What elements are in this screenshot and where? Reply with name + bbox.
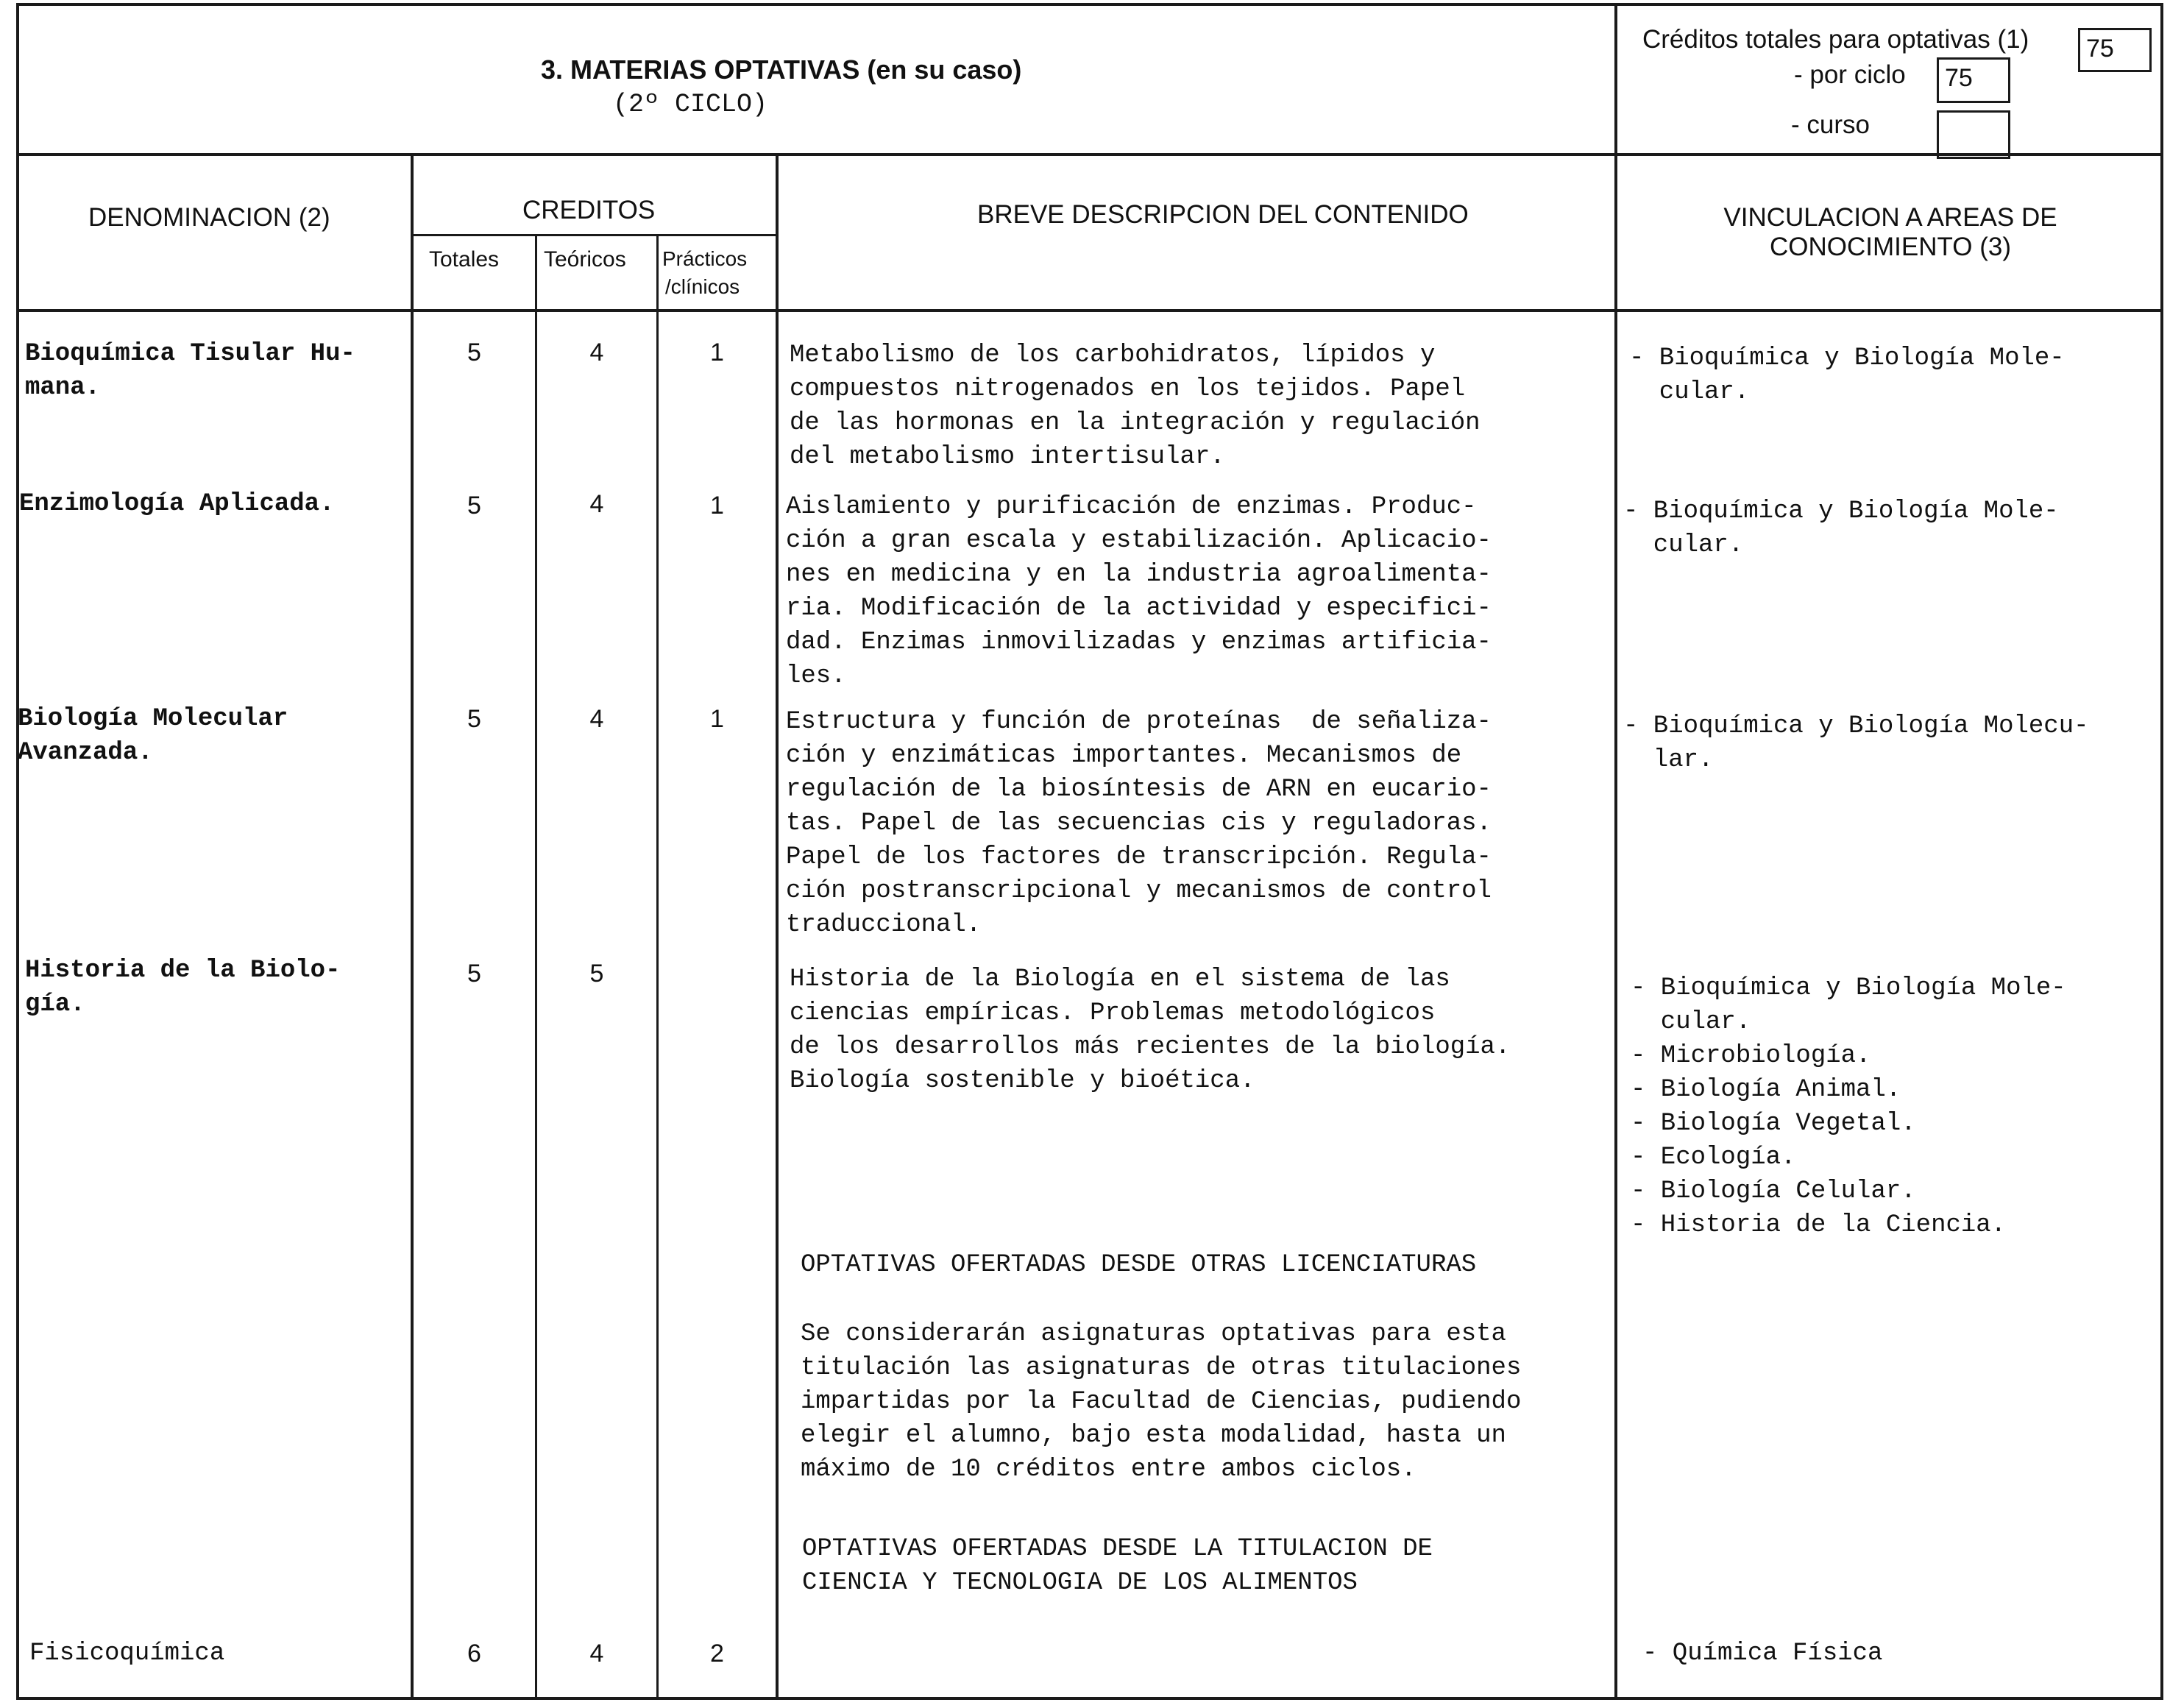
credits-teoricos: 4 [589,1640,604,1668]
credits-total-label: Créditos totales para optativas (1) [1642,25,2029,54]
col-divider-practicos [776,153,779,1700]
knowledge-areas: - Bioquímica y Biología Molecu- lar. [1623,712,2089,774]
col-header-denominacion: DENOMINACION (2) [88,203,330,232]
col-header-practicos-1: Prácticos [662,247,748,270]
subject-description: Metabolismo de los carbohidratos, lípidos y compuestos nitrogenados en los tejidos. Papel de las hormonas en la integración y regulación del metabolismo intertisular. [790,341,1481,471]
col-header-vinculacion-2: CONOCIMIENTO (3) [1770,233,2011,261]
credits-practicos: 1 [710,339,724,366]
other-degrees-heading: OPTATIVAS OFERTADAS DESDE OTRAS LICENCIATURAS [801,1251,1477,1279]
subject-name: Fisicoquímica [29,1640,225,1668]
subject-name: Bioquímica Tisular Hu- mana. [25,340,355,402]
subject-description: Aislamiento y purificación de enzimas. Produc- ción a gran escala y estabilización. Aplicacio- nes en medicina y en la industria agroalimenta- ria. Modificación de la actividad y especifici- dad. Enzimas inmovilizadas y enzimas artificia- les. [786,493,1492,690]
col-header-vinculacion-1: VINCULACION A AREAS DE [1723,203,2057,232]
col-divider-teoricos [656,234,659,1700]
credits-practicos: 1 [710,705,724,733]
col-divider-name [411,153,414,1700]
col-header-creditos: CREDITOS [522,196,656,224]
credits-totales: 6 [467,1640,481,1668]
credits-practicos: 2 [710,1640,724,1668]
creditos-subdivider [412,234,777,236]
header-divider [16,153,2163,156]
subject-name: Biología Molecular Avanzada. [18,705,288,767]
credits-totales: 5 [467,705,481,733]
credits-practicos: 1 [710,492,724,520]
per-cycle-field[interactable]: 75 [1937,57,2010,103]
subject-description: Estructura y función de proteínas de señaliza- ción y enzimáticas importantes. Mecanismos de regulación de la biosíntesis de ARN en eucario- tas. Papel de las secuencias cis y reguladoras. Papel de los factores de transcripción. Regula- ción postranscripcional y mecanismos de control traduccional. [786,708,1492,939]
credits-teoricos: 5 [589,960,604,988]
col-header-descripcion: BREVE DESCRIPCION DEL CONTENIDO [977,200,1469,229]
credits-total-field[interactable]: 75 [2078,28,2152,72]
credits-totales: 5 [467,339,481,366]
credits-teoricos: 4 [589,490,604,518]
section-title: 3. MATERIAS OPTATIVAS (en su caso) [541,54,1022,85]
credits-teoricos: 4 [589,705,604,733]
credits-totales: 5 [467,492,481,520]
course-label: - curso [1791,110,1870,139]
column-header-divider [16,309,2163,312]
col-header-practicos-2: /clínicos [665,275,740,298]
course-field[interactable] [1937,110,2010,159]
subject-name: Historia de la Biolo- gía. [25,957,341,1018]
credits-teoricos: 4 [589,339,604,366]
knowledge-areas: - Bioquímica y Biología Mole- cular. [1629,344,2065,406]
subject-description: Historia de la Biología en el sistema de las ciencias empíricas. Problemas metodológicos de los desarrollos más recientes de la biología. Biología sostenible y bioética. [790,965,1511,1095]
knowledge-areas: - Química Física [1642,1640,1883,1668]
other-degrees-text: Se considerarán asignaturas optativas para esta titulación las asignaturas de otras titulaciones impartidas por la Facultad de Ciencias, pudiendo elegir el alumno, bajo esta modalidad, hasta un máximo de 10 créditos entre ambos ciclos. [801,1320,1522,1484]
food-science-heading: OPTATIVAS OFERTADAS DESDE LA TITULACION DE CIENCIA Y TECNOLOGIA DE LOS ALIMENTOS [802,1535,1433,1597]
col-header-totales: Totales [429,247,500,272]
credits-totales: 5 [467,960,481,988]
section-subtitle: (2º CICLO) [613,90,768,119]
knowledge-areas: - Bioquímica y Biología Mole- cular. - Microbiología. - Biología Animal. - Biología Vegetal. - Ecología. - Biología Celular. - Historia de la Ciencia. [1631,974,2066,1239]
subject-name: Enzimología Aplicada. [19,490,335,518]
knowledge-areas: - Bioquímica y Biología Mole- cular. [1623,497,2059,559]
per-cycle-label: - por ciclo [1794,60,1906,89]
col-header-teoricos: Teóricos [544,247,626,272]
